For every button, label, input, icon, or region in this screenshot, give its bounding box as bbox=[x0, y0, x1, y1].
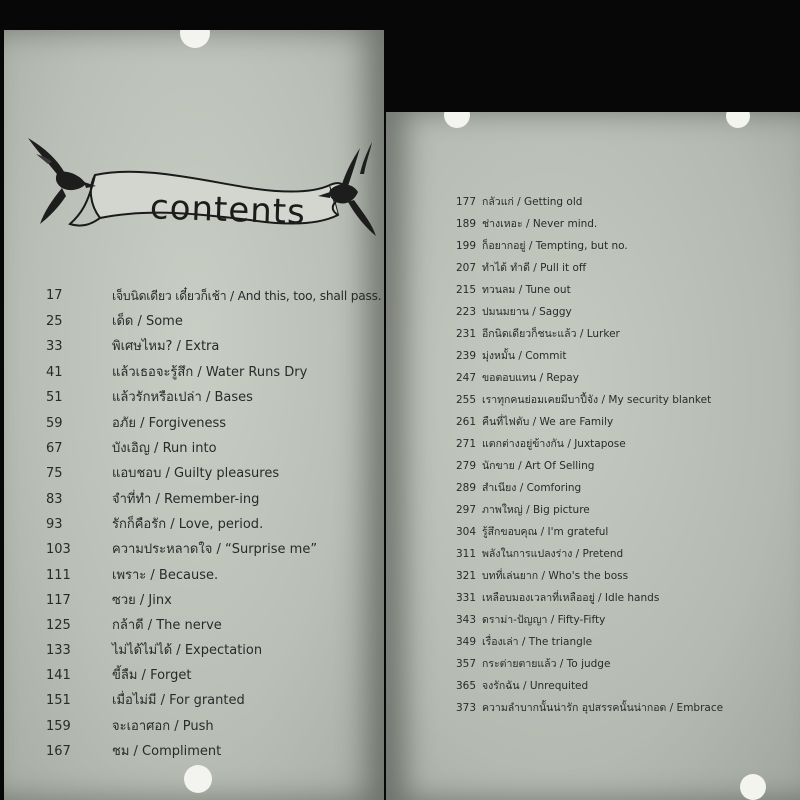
toc-entry bbox=[0, 490, 380, 510]
toc-entry bbox=[0, 464, 380, 484]
toc-page-number: 151 bbox=[46, 693, 71, 708]
toc-entry bbox=[386, 280, 800, 300]
toc-entry bbox=[386, 434, 800, 454]
toc-page-number: 207 bbox=[456, 262, 477, 274]
toc-entry bbox=[386, 610, 800, 630]
toc-title: สำเนียง / Comforing bbox=[482, 482, 582, 494]
toc-title: ปมนมยาน / Saggy bbox=[482, 306, 572, 318]
toc-page-number: 297 bbox=[456, 504, 477, 516]
toc-entry bbox=[386, 654, 800, 674]
toc-title: อภัย / Forgiveness bbox=[112, 416, 227, 431]
toc-title: เมื่อไม่มี / For granted bbox=[112, 693, 245, 708]
toc-entry bbox=[0, 717, 380, 737]
toc-page-number: 311 bbox=[456, 548, 477, 560]
toc-title: คืนที่ไฟดับ / We are Family bbox=[482, 416, 614, 428]
toc-page-number: 189 bbox=[456, 218, 477, 230]
toc-entry bbox=[386, 368, 800, 388]
toc-page-number: 167 bbox=[46, 744, 71, 759]
toc-title: บทที่เล่นยาก / Who's the boss bbox=[482, 570, 629, 582]
toc-title: กระต่ายตายแล้ว / To judge bbox=[482, 658, 611, 670]
toc-title: รักก็คือรัก / Love, period. bbox=[112, 517, 264, 532]
toc-page-number: 117 bbox=[46, 593, 71, 608]
toc-title: นักขาย / Art Of Selling bbox=[482, 460, 595, 472]
toc-entry bbox=[0, 286, 380, 306]
toc-page-number: 33 bbox=[46, 339, 63, 354]
toc-title: ความลำบากนั้นน่ารัก อุปสรรคนั้นน่ากอด / Embrace bbox=[482, 702, 724, 714]
toc-entry bbox=[0, 591, 380, 611]
toc-entry bbox=[0, 742, 380, 762]
toc-page-number: 271 bbox=[456, 438, 477, 450]
toc-entry bbox=[386, 346, 800, 366]
toc-entry bbox=[0, 691, 380, 711]
toc-page-number: 255 bbox=[456, 394, 477, 406]
toc-title: อีกนิดเดียวก็ชนะแล้ว / Lurker bbox=[482, 328, 620, 340]
toc-title: แล้วรักหรือเปล่า / Bases bbox=[112, 390, 253, 405]
toc-title: ทำได้ ทำดี / Pull it off bbox=[482, 262, 587, 274]
toc-page-number: 261 bbox=[456, 416, 477, 428]
toc-page-number: 75 bbox=[46, 466, 63, 481]
toc-title: กลัวแก่ / Getting old bbox=[482, 196, 583, 208]
toc-title: ความประหลาดใจ / “Surprise me” bbox=[112, 542, 318, 557]
toc-page-number: 247 bbox=[456, 372, 477, 384]
toc-title: จำที่ทำ / Remember-ing bbox=[112, 492, 260, 507]
toc-title: จงรักฉัน / Unrequited bbox=[482, 680, 589, 692]
toc-entry bbox=[386, 478, 800, 498]
toc-title: ทวนลม / Tune out bbox=[482, 284, 571, 296]
toc-entry bbox=[0, 666, 380, 686]
toc-entry bbox=[386, 522, 800, 542]
toc-entry bbox=[0, 439, 380, 459]
toc-page-number: 103 bbox=[46, 542, 71, 557]
toc-page-number: 17 bbox=[46, 288, 63, 303]
toc-entry bbox=[0, 616, 380, 636]
toc-title: เราทุกคนย่อมเคยมีบาปี้จัง / My security blanket bbox=[482, 394, 712, 406]
toc-page-number: 239 bbox=[456, 350, 477, 362]
toc-page-number: 365 bbox=[456, 680, 477, 692]
toc-page-number: 199 bbox=[456, 240, 477, 252]
toc-title: ไม่ได้ไม่ได้ / Expectation bbox=[112, 643, 263, 658]
toc-page-number: 159 bbox=[46, 719, 71, 734]
toc-page-number: 141 bbox=[46, 668, 71, 683]
toc-title: เจ็บนิดเดียว เดี๋ยวก็เช้า / And this, too, shall pass. bbox=[112, 289, 382, 303]
toc-title: พลังในการแปลงร่าง / Pretend bbox=[482, 548, 624, 560]
toc-entry bbox=[0, 641, 380, 661]
toc-title: ภาพใหญ่ / Big picture bbox=[482, 504, 590, 516]
toc-title: เหลือบมองเวลาที่เหลืออยู่ / Idle hands bbox=[482, 592, 660, 604]
toc-page-number: 177 bbox=[456, 196, 477, 208]
toc-page-number: 83 bbox=[46, 492, 63, 507]
toc-page-number: 93 bbox=[46, 517, 63, 532]
toc-title: ดราม่า-ปัญญา / Fifty-Fifty bbox=[482, 614, 606, 626]
toc-title: มุ่งหมั้น / Commit bbox=[482, 350, 567, 362]
toc-page-number: 59 bbox=[46, 416, 63, 431]
toc-page-number: 331 bbox=[456, 592, 477, 604]
toc-page-number: 67 bbox=[46, 441, 63, 456]
toc-title: เพราะ / Because. bbox=[112, 568, 219, 583]
toc-title: เด็ด / Some bbox=[112, 314, 183, 329]
toc-entry bbox=[386, 412, 800, 432]
contents-heading: contents bbox=[149, 187, 307, 233]
toc-title: แตกต่างอยู่ข้างกัน / Juxtapose bbox=[482, 438, 626, 450]
toc-entry bbox=[386, 390, 800, 410]
toc-entry bbox=[386, 324, 800, 344]
right-toc-list bbox=[386, 0, 800, 800]
toc-entry bbox=[0, 312, 380, 332]
toc-page-number: 231 bbox=[456, 328, 477, 340]
toc-page-number: 215 bbox=[456, 284, 477, 296]
toc-title: ก็อยากอยู่ / Tempting, but no. bbox=[482, 240, 628, 252]
toc-entry bbox=[0, 566, 380, 586]
toc-page-number: 51 bbox=[46, 390, 63, 405]
toc-page-number: 223 bbox=[456, 306, 477, 318]
toc-page-number: 111 bbox=[46, 568, 71, 583]
toc-title: เรื่องเล่า / The triangle bbox=[482, 636, 593, 648]
toc-entry bbox=[386, 192, 800, 212]
toc-page-number: 349 bbox=[456, 636, 477, 648]
toc-entry bbox=[386, 214, 800, 234]
toc-entry bbox=[386, 676, 800, 696]
toc-entry bbox=[0, 388, 380, 408]
toc-page-number: 343 bbox=[456, 614, 477, 626]
toc-entry bbox=[0, 337, 380, 357]
toc-entry bbox=[0, 363, 380, 383]
toc-entry bbox=[386, 544, 800, 564]
toc-entry bbox=[386, 632, 800, 652]
toc-page-number: 25 bbox=[46, 314, 63, 329]
toc-entry bbox=[386, 566, 800, 586]
toc-entry bbox=[386, 588, 800, 608]
toc-page-number: 125 bbox=[46, 618, 71, 633]
toc-title: รู้สึกขอบคุณ / I'm grateful bbox=[482, 526, 609, 538]
toc-page-number: 289 bbox=[456, 482, 477, 494]
toc-title: ซวย / Jinx bbox=[112, 593, 172, 608]
toc-title: จะเอาศอก / Push bbox=[112, 719, 214, 734]
toc-entry bbox=[386, 258, 800, 278]
toc-title: ขอตอบแทน / Repay bbox=[482, 372, 579, 384]
toc-title: พิเศษไหม? / Extra bbox=[112, 339, 220, 354]
toc-title: ช่างเหอะ / Never mind. bbox=[482, 218, 598, 230]
toc-entry bbox=[386, 500, 800, 520]
toc-page-number: 41 bbox=[46, 365, 63, 380]
toc-title: บังเอิญ / Run into bbox=[112, 441, 217, 456]
toc-entry bbox=[386, 698, 800, 718]
toc-page-number: 133 bbox=[46, 643, 71, 658]
toc-page-number: 373 bbox=[456, 702, 477, 714]
toc-title: กล้าดี / The nerve bbox=[112, 618, 222, 633]
toc-entry bbox=[386, 456, 800, 476]
toc-page-number: 304 bbox=[456, 526, 477, 538]
toc-entry bbox=[0, 515, 380, 535]
toc-title: แล้วเธอจะรู้สึก / Water Runs Dry bbox=[112, 365, 308, 380]
toc-entry bbox=[0, 540, 380, 560]
left-toc-list bbox=[0, 0, 380, 800]
toc-entry bbox=[386, 302, 800, 322]
toc-entry bbox=[0, 414, 380, 434]
toc-page-number: 357 bbox=[456, 658, 477, 670]
toc-title: ขี้ลืม / Forget bbox=[112, 668, 192, 683]
toc-title: ชม / Compliment bbox=[112, 744, 222, 759]
toc-entry bbox=[386, 236, 800, 256]
toc-page-number: 279 bbox=[456, 460, 477, 472]
toc-title: แอบชอบ / Guilty pleasures bbox=[112, 466, 280, 481]
toc-page-number: 321 bbox=[456, 570, 477, 582]
